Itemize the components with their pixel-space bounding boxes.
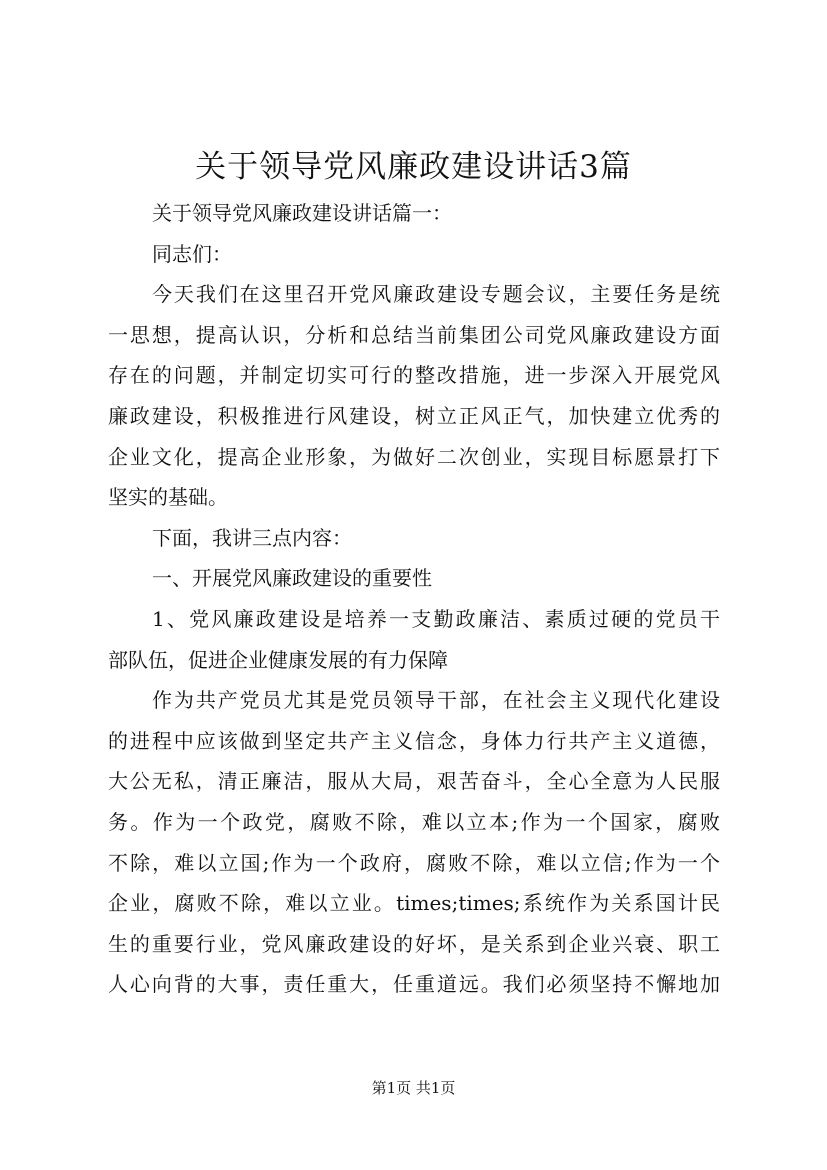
subheading-line: 1、党风廉政建设是培养一支勤政廉洁、素质过硬的党员干	[152, 606, 720, 631]
section-heading: 关于领导党风廉政建设讲话篇一：	[152, 201, 452, 225]
document-body	[108, 193, 720, 1005]
paragraph-line: 大公无私，清正廉洁，服从大局，艰苦奋斗，全心全意为人民服	[108, 769, 720, 794]
paragraph-line: 企业，腐败不除，难以立业。times;times;系统作为关系国计民	[108, 891, 720, 916]
paragraph-line: 廉政建设，积极推进行风建设，树立正风正气，加快建立优秀的	[108, 403, 720, 428]
paragraph-line: 生的重要行业，党风廉政建设的好坏，是关系到企业兴衰、职工	[108, 931, 720, 956]
page-footer: 第1页 共1页	[371, 1079, 456, 1097]
paragraph-line: 下面，我讲三点内容：	[152, 525, 352, 550]
paragraph-line: 的进程中应该做到坚定共产主义信念，身体力行共产主义道德，	[108, 728, 720, 753]
subheading-line: 部队伍，促进企业健康发展的有力保障	[108, 647, 448, 672]
paragraph-line: 坚实的基础。	[108, 485, 228, 510]
paragraph-line: 企业文化，提高企业形象，为做好二次创业，实现目标愿景打下	[108, 444, 720, 469]
salutation: 同志们：	[152, 241, 232, 266]
paragraph-line: 作为共产党员尤其是党员领导干部，在社会主义现代化建设	[152, 688, 720, 713]
paragraph-line: 不除，难以立国;作为一个政府，腐败不除，难以立信;作为一个	[108, 850, 720, 875]
paragraph-line: 人心向背的大事，责任重大，任重道远。我们必须坚持不懈地加	[108, 972, 720, 997]
document-title: 关于领导党风廉政建设讲话3篇	[195, 149, 632, 185]
paragraph-line: 今天我们在这里召开党风廉政建设专题会议，主要任务是统	[152, 282, 720, 307]
paragraph-line: 存在的问题，并制定切实可行的整改措施，进一步深入开展党风	[108, 363, 720, 388]
paragraph-line: 务。作为一个政党，腐败不除，难以立本;作为一个国家，腐败	[108, 809, 720, 834]
paragraph-line: 一思想，提高认识，分析和总结当前集团公司党风廉政建设方面	[108, 322, 720, 347]
subheading: 一、开展党风廉政建设的重要性	[152, 566, 432, 591]
